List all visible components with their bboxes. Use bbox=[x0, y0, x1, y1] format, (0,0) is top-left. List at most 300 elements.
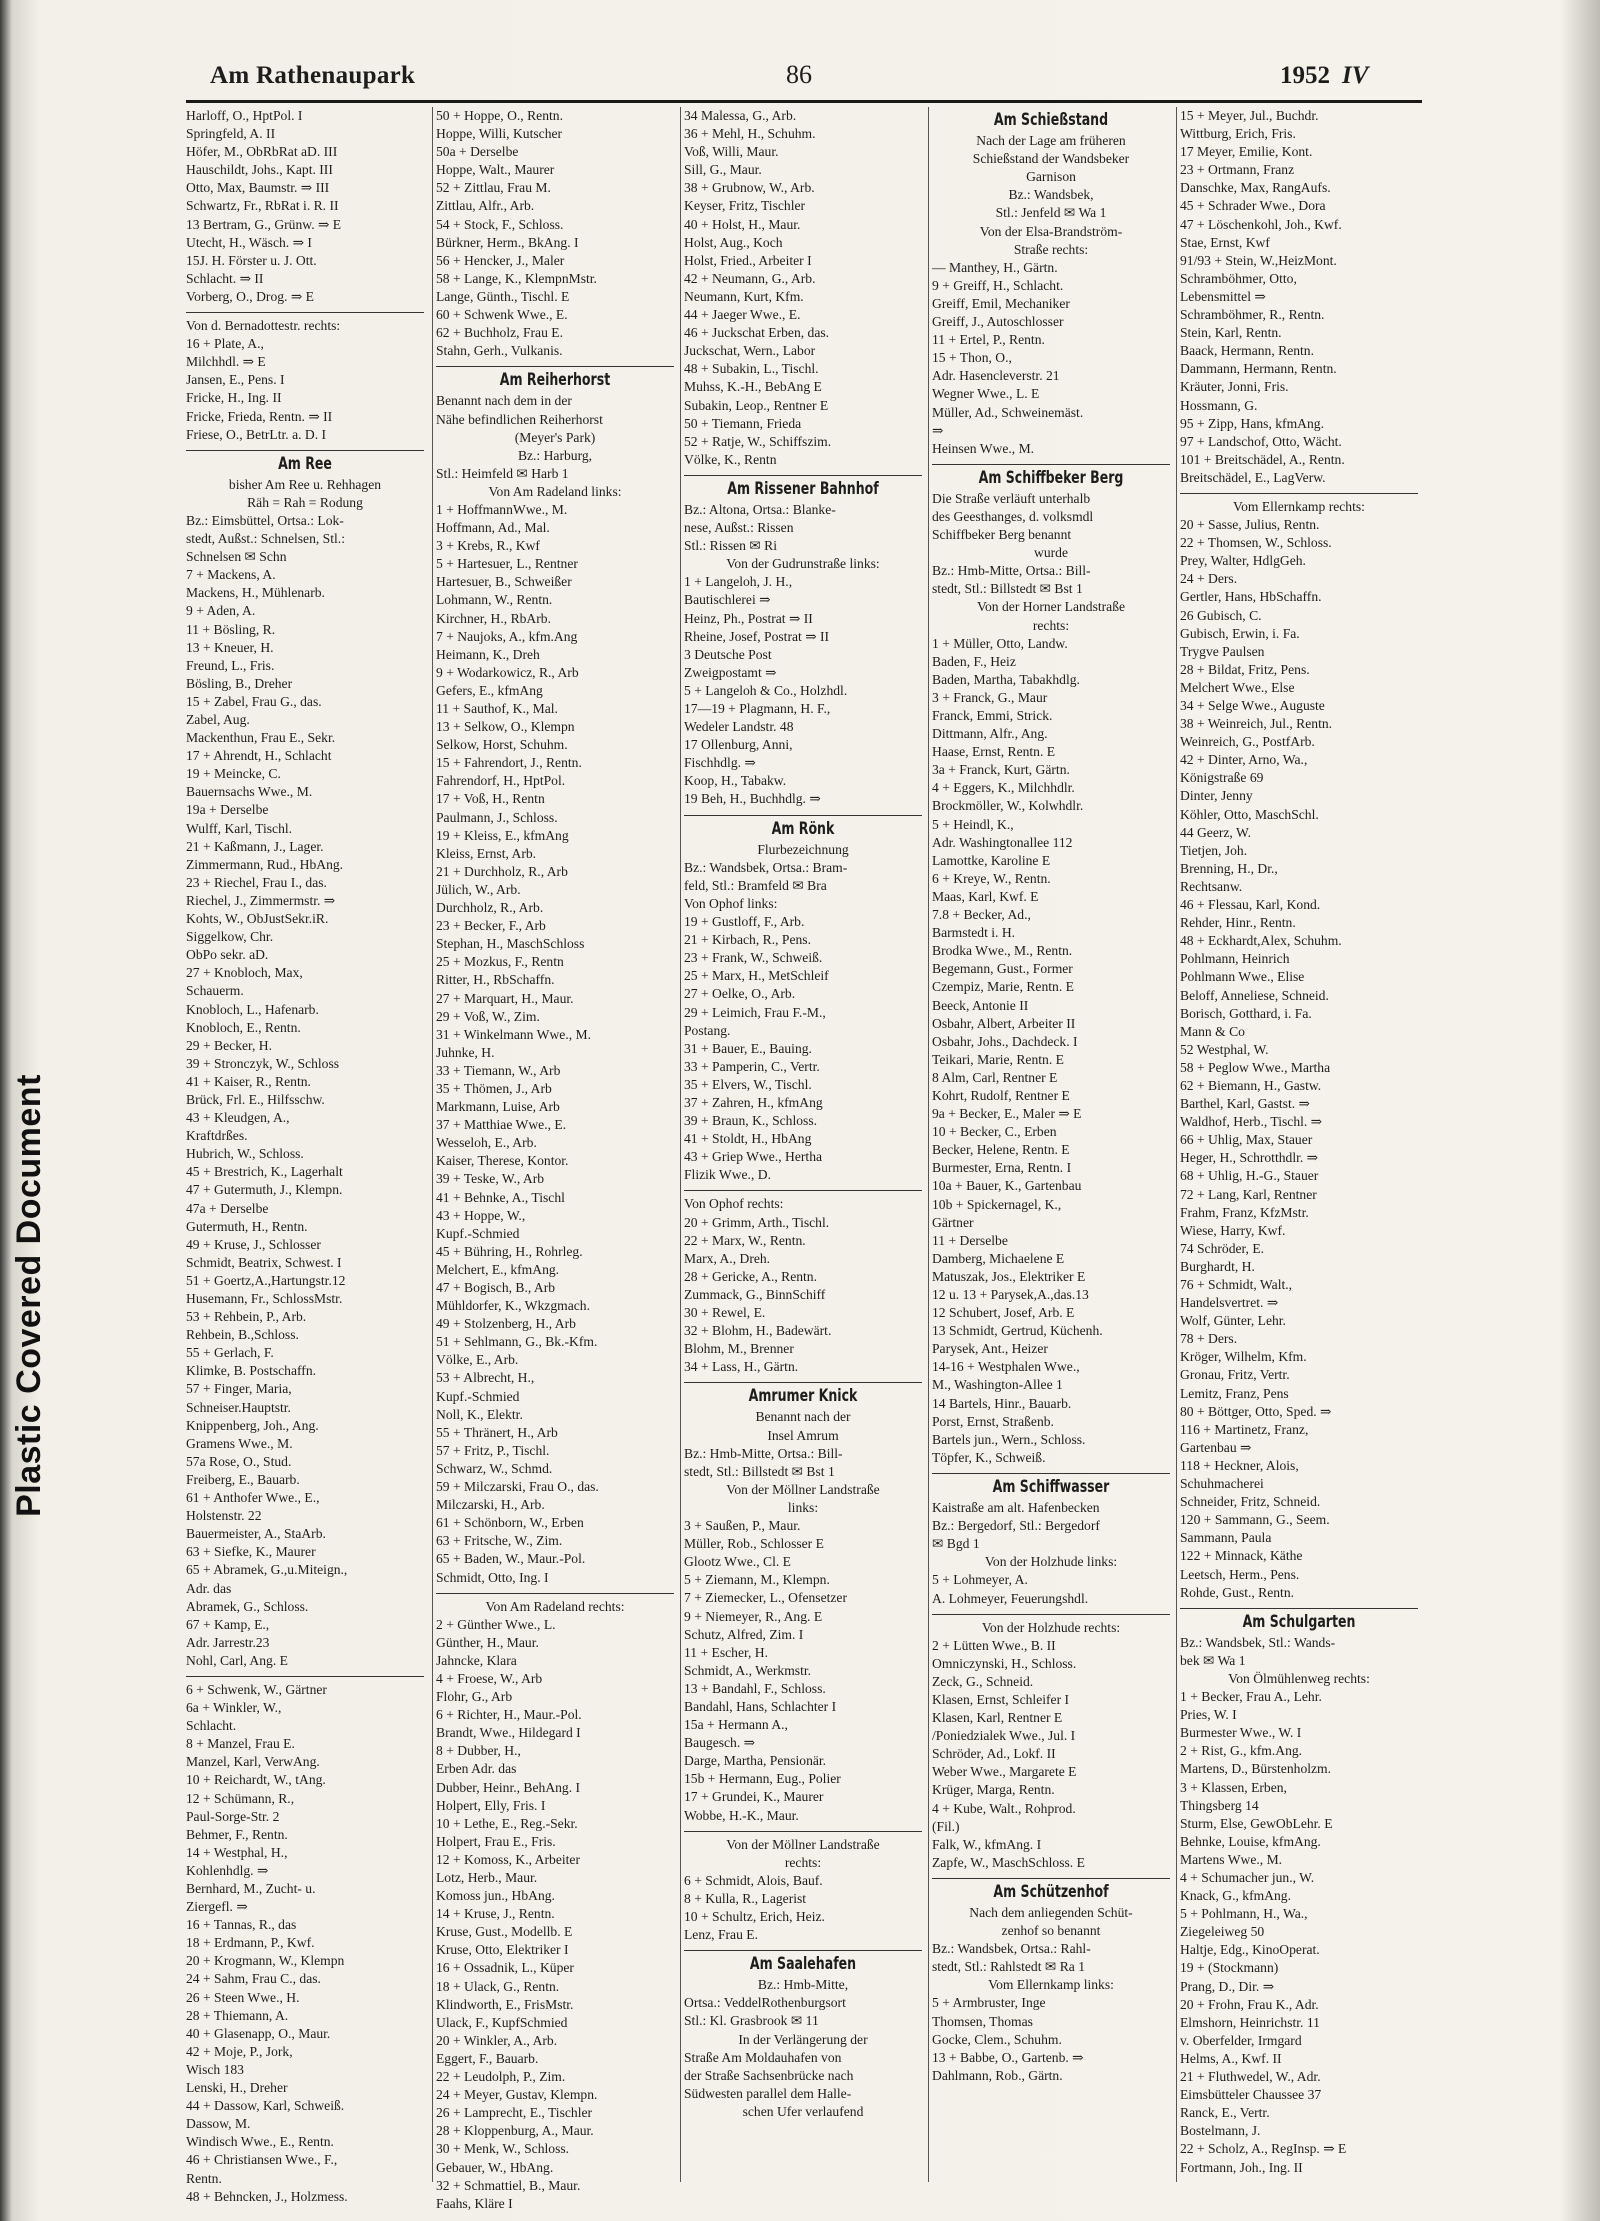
directory-line: Gebauer, W., HbAng. bbox=[436, 2159, 554, 2175]
directory-line: Osbahr, Albert, Arbeiter II bbox=[932, 1015, 1076, 1031]
directory-line: 15b + Hermann, Eug., Polier bbox=[684, 1771, 841, 1787]
column-divider bbox=[1176, 107, 1177, 2182]
directory-line: 5 + Heindl, K., bbox=[932, 816, 1014, 832]
directory-line: Markmann, Luise, Arb bbox=[436, 1099, 560, 1115]
directory-line: ObPo sekr. aD. bbox=[186, 947, 269, 963]
directory-line: 17—19 + Plagmann, H. F., bbox=[684, 701, 831, 716]
directory-line: Lange, Günth., Tischl. E bbox=[436, 288, 570, 304]
directory-line: Omniczynski, H., Schloss. bbox=[932, 1655, 1077, 1671]
section-rule bbox=[684, 1382, 922, 1383]
directory-line: 44 + Jaeger Wwe., E. bbox=[684, 307, 801, 323]
directory-line: 29 + Voß, W., Zim. bbox=[436, 1008, 540, 1024]
directory-line: Sill, G., Maur. bbox=[684, 162, 762, 178]
directory-line: (Meyer's Park) bbox=[514, 429, 596, 445]
directory-line: 26 Gubisch, C. bbox=[1180, 607, 1262, 623]
directory-line: Zweigpostamt ⇒ bbox=[684, 664, 777, 680]
directory-line: 39 + Braun, K., Schloss. bbox=[684, 1113, 818, 1129]
directory-line: Milchhdl. ⇒ E bbox=[186, 354, 266, 370]
directory-line: Barmstedt i. H. bbox=[932, 925, 1016, 941]
directory-line: Nach der Lage am früheren bbox=[976, 133, 1126, 149]
directory-line: Teikari, Marie, Rentn. E bbox=[932, 1051, 1064, 1067]
directory-line: Blohm, M., Brenner bbox=[684, 1341, 794, 1357]
directory-line: 19 Beh, H., Buchhdlg. ⇒ bbox=[684, 791, 821, 807]
directory-line: 46 + Flessau, Karl, Kond. bbox=[1180, 897, 1321, 913]
directory-line: Zummack, G., BinnSchiff bbox=[684, 1286, 826, 1302]
directory-line: — Manthey, H., Gärtn. bbox=[932, 259, 1058, 275]
directory-line: Schwartz, Fr., RbRat i. R. II bbox=[186, 198, 339, 214]
directory-line: 37 + Zahren, H., kfmAng bbox=[684, 1094, 823, 1110]
directory-line: Kaistraße am alt. Hafenbecken bbox=[932, 1500, 1100, 1516]
directory-line: Marx, A., Dreh. bbox=[684, 1250, 771, 1266]
directory-line: Freiberg, E., Bauarb. bbox=[186, 1471, 300, 1487]
directory-line: 45 + Brestrich, K., Lagerhalt bbox=[186, 1164, 343, 1180]
directory-line: Schwarz, W., Schmd. bbox=[436, 1460, 553, 1476]
directory-line: Waldhof, Herb., Tischl. ⇒ bbox=[1180, 1114, 1323, 1130]
directory-line: Völke, E., Arb. bbox=[436, 1352, 519, 1368]
directory-line: 53 + Albrecht, H., bbox=[436, 1370, 535, 1386]
directory-line: wurde bbox=[1034, 545, 1068, 561]
directory-line: 23 + Frank, W., Schweiß. bbox=[684, 950, 823, 966]
directory-line: Räh = Rah = Rodung bbox=[247, 494, 363, 510]
directory-line: Faahs, Kläre I bbox=[436, 2195, 513, 2211]
directory-line: Wolf, Günter, Lehr. bbox=[1180, 1313, 1286, 1329]
directory-line: 11 + Sauthof, K., Mal. bbox=[436, 701, 558, 716]
directory-line: 10 + Reichardt, W., tAng. bbox=[186, 1772, 326, 1788]
stamp-text: Plastic Covered Document bbox=[9, 1073, 48, 1517]
directory-line: Rehder, Hinr., Rentn. bbox=[1180, 915, 1296, 931]
directory-line: 25 + Marx, H., MetSchleif bbox=[684, 968, 829, 984]
directory-line: Hartesuer, B., Schweißer bbox=[436, 574, 572, 590]
directory-line: Hoppe, Walt., Maurer bbox=[436, 162, 555, 178]
directory-line: Kruse, Gust., Modellb. E bbox=[436, 1924, 573, 1940]
directory-line: Rheine, Josef, Postrat ⇒ II bbox=[684, 628, 830, 644]
directory-line: 1 + Becker, Frau A., Lehr. bbox=[1180, 1689, 1322, 1705]
directory-line: Becker, Helene, Rentn. E bbox=[932, 1142, 1070, 1158]
section-rule bbox=[932, 1878, 1170, 1879]
directory-line: Pries, W. I bbox=[1180, 1707, 1237, 1723]
directory-line: 6 + Richter, H., Maur.-Pol. bbox=[436, 1707, 582, 1723]
directory-line: Windisch Wwe., E., Rentn. bbox=[186, 2134, 334, 2150]
directory-line: 13 Bertram, G., Grünw. ⇒ E bbox=[186, 216, 342, 232]
directory-line: Heimann, K., Dreh bbox=[436, 646, 540, 662]
directory-line: Stl.: Heimfeld ✉ Harb 1 bbox=[436, 465, 569, 481]
directory-line: Zimmermann, Rud., HbAng. bbox=[186, 856, 344, 872]
directory-line: Matuszak, Jos., Elektriker E bbox=[932, 1268, 1086, 1284]
directory-line: Schießstand der Wandsbeker bbox=[972, 151, 1130, 167]
directory-line: 21 + Kaßmann, J., Lager. bbox=[186, 838, 324, 854]
directory-line: Greiff, J., Autoschlosser bbox=[932, 314, 1064, 330]
directory-line: 15a + Hermann A., bbox=[684, 1717, 788, 1733]
directory-line: 5 + Hartesuer, L., Rentner bbox=[436, 556, 578, 572]
directory-line: Stl.: Rissen ✉ Ri bbox=[684, 538, 777, 554]
directory-line: Ulack, F., KupfSchmied bbox=[436, 2014, 568, 2030]
directory-line: 26 + Lamprecht, E., Tischler bbox=[436, 2105, 593, 2121]
directory-line: A. Lohmeyer, Feuerungshdl. bbox=[932, 1590, 1089, 1606]
directory-line: 46 + Christiansen Wwe., F., bbox=[186, 2152, 338, 2168]
directory-line: Zeck, G., Schneid. bbox=[932, 1673, 1034, 1689]
directory-line: Vorberg, O., Drog. ⇒ E bbox=[186, 288, 314, 304]
directory-line: 28 + Gericke, A., Rentn. bbox=[684, 1268, 818, 1284]
directory-line: Mackens, H., Mühlenarb. bbox=[186, 585, 325, 601]
directory-line: 41 + Kaiser, R., Rentn. bbox=[186, 1073, 311, 1089]
section-rule bbox=[684, 1950, 922, 1951]
directory-line: 6 + Schwenk, W., Gärtner bbox=[186, 1681, 327, 1697]
directory-line: Dinter, Jenny bbox=[1180, 788, 1253, 804]
directory-line: Kaiser, Therese, Kontor. bbox=[436, 1153, 569, 1169]
section-rule bbox=[1180, 493, 1418, 494]
directory-line: 13 + Babbe, O., Gartenb. ⇒ bbox=[932, 2049, 1084, 2065]
directory-line: Kupf.-Schmied bbox=[436, 1225, 520, 1241]
directory-line: 16 + Ossadnik, L., Küper bbox=[436, 1960, 574, 1976]
directory-line: Bz.: Hmb-Mitte, bbox=[757, 1977, 849, 1993]
directory-line: Flurbezeichnung bbox=[757, 841, 849, 857]
directory-line: Schröder, Ad., Lokf. II bbox=[932, 1746, 1056, 1762]
directory-line: Gocke, Clem., Schuhm. bbox=[932, 2031, 1062, 2047]
directory-line: Bartels jun., Wern., Schloss. bbox=[932, 1431, 1086, 1447]
directory-line: Hauschildt, Johs., Kapt. III bbox=[186, 162, 333, 178]
directory-line: 14-16 + Westphalen Wwe., bbox=[932, 1359, 1080, 1375]
street-heading: Am Saalehafen bbox=[749, 1954, 857, 1975]
directory-line: 13 + Kneuer, H. bbox=[186, 639, 274, 655]
directory-line: 20 + Winkler, A., Arb. bbox=[436, 2032, 558, 2048]
directory-line: 66 + Uhlig, Max, Stauer bbox=[1180, 1132, 1313, 1148]
directory-line: Von Am Radeland links: bbox=[488, 483, 622, 499]
directory-line: Wobbe, H.-K., Maur. bbox=[684, 1807, 799, 1823]
directory-line: Martens, D., Bürstenholzm. bbox=[1180, 1761, 1332, 1777]
edition-year bbox=[1280, 62, 1368, 90]
directory-line: 42 + Neumann, G., Arb. bbox=[684, 270, 816, 286]
directory-line: 2 + Lütten Wwe., B. II bbox=[932, 1637, 1056, 1653]
directory-line: 15 + Fahrendort, J., Rentn. bbox=[436, 755, 582, 771]
directory-line: 26 + Steen Wwe., H. bbox=[186, 1989, 300, 2005]
street-heading: Am Schießstand bbox=[993, 110, 1109, 130]
directory-line: Sturm, Else, GewObLehr. E bbox=[1180, 1815, 1333, 1831]
directory-line: Von der Elsa-Brandström- bbox=[979, 223, 1123, 239]
directory-line: Stl.: Jenfeld ✉ Wa 1 bbox=[995, 205, 1107, 221]
volume: IV bbox=[1342, 62, 1369, 89]
directory-line: Gertler, Hans, HbSchaffn. bbox=[1180, 589, 1322, 605]
directory-line: Durchholz, R., Arb. bbox=[436, 900, 544, 916]
directory-line: Paulmann, J., Schloss. bbox=[436, 809, 558, 825]
directory-line: Jahncke, Klara bbox=[436, 1652, 517, 1668]
directory-line: 27 + Knobloch, Max, bbox=[186, 965, 303, 981]
directory-line: Postang. bbox=[684, 1022, 731, 1038]
directory-line: 44 + Dassow, Karl, Schweiß. bbox=[186, 2098, 345, 2114]
directory-line: Parysek, Ant., Heizer bbox=[932, 1341, 1048, 1357]
directory-line: Müller, Rob., Schlosser E bbox=[684, 1536, 824, 1552]
year: 1952 bbox=[1280, 62, 1330, 89]
directory-line: Melchert, E., kfmAng. bbox=[436, 1261, 560, 1277]
directory-line: Komoss jun., HbAng. bbox=[436, 1888, 555, 1904]
directory-line: Holst, Fried., Arbeiter I bbox=[684, 252, 812, 268]
section-rule bbox=[932, 1473, 1170, 1474]
directory-line: 38 + Weinreich, Jul., Rentn. bbox=[1180, 716, 1333, 732]
directory-line: 15 + Meyer, Jul., Buchdr. bbox=[1180, 108, 1319, 123]
directory-line: Von d. Bernadottestr. rechts: bbox=[186, 318, 341, 334]
directory-line: 91/93 + Stein, W.,HeizMont. bbox=[1180, 252, 1337, 268]
directory-line: Schutz, Alfred, Zim. I bbox=[684, 1626, 804, 1642]
directory-line: 37 + Matthiae Wwe., E. bbox=[436, 1117, 567, 1133]
directory-line: Stephan, H., MaschSchloss bbox=[436, 936, 585, 952]
directory-line: Osbahr, Johs., Dachdeck. I bbox=[932, 1033, 1078, 1049]
directory-line: Baugesch. ⇒ bbox=[684, 1735, 756, 1751]
directory-line: 8 + Manzel, Frau E. bbox=[186, 1736, 295, 1752]
directory-line: 12 + Komoss, K., Arbeiter bbox=[436, 1851, 580, 1867]
directory-line: 16 + Plate, A., bbox=[186, 336, 264, 352]
directory-line: 20 + Sasse, Julius, Rentn. bbox=[1180, 517, 1320, 533]
directory-line: 32 + Blohm, H., Badewärt. bbox=[684, 1323, 832, 1339]
directory-line: Burmester Wwe., W. I bbox=[1180, 1725, 1302, 1741]
directory-line: Maas, Karl, Kwf. E bbox=[932, 888, 1039, 904]
directory-line: Bz.: Hmb-Mitte, Ortsa.: Bill- bbox=[684, 1445, 843, 1461]
directory-line: 8 + Kulla, R., Lagerist bbox=[684, 1890, 807, 1906]
street-heading: Am Schiffbeker Berg bbox=[978, 467, 1124, 488]
directory-line: (Fil.) bbox=[932, 1818, 960, 1834]
directory-line: 4 + Eggers, K., Milchhdlr. bbox=[932, 780, 1075, 796]
directory-line: 11 + Ertel, P., Rentn. bbox=[932, 332, 1045, 348]
column-divider bbox=[928, 107, 929, 2182]
directory-line: Zapfe, W., MaschSchloss. E bbox=[932, 1854, 1085, 1870]
directory-line: 76 + Schmidt, Walt., bbox=[1180, 1277, 1293, 1292]
directory-line: Knobloch, L., Hafenarb. bbox=[186, 1001, 319, 1017]
directory-line: 22 + Scholz, A., RegInsp. ⇒ E bbox=[1180, 2141, 1347, 2157]
directory-line: Schramböhmer, R., Rentn. bbox=[1180, 307, 1325, 323]
directory-line: Hossmann, G. bbox=[1180, 397, 1258, 413]
directory-line: 9a + Becker, E., Maler ⇒ E bbox=[932, 1106, 1082, 1122]
directory-line: 9 + Wodarkowicz, R., Arb bbox=[436, 664, 579, 680]
directory-line: 19 + Kleiss, E., kfmAng bbox=[436, 827, 569, 843]
directory-line: Kraftdrßes. bbox=[186, 1128, 248, 1144]
directory-line: 57 + Fritz, P., Tischl. bbox=[436, 1442, 550, 1458]
directory-line: Holstenstr. 22 bbox=[186, 1508, 262, 1524]
directory-line: 1 + Langeloh, J. H., bbox=[684, 574, 793, 590]
directory-line: Dittmann, Alfr., Ang. bbox=[932, 726, 1048, 742]
column-4 bbox=[932, 107, 1170, 2187]
directory-line: 11 + Derselbe bbox=[932, 1232, 1008, 1248]
directory-line: Südwesten parallel dem Halle- bbox=[684, 2085, 852, 2101]
section-rule bbox=[684, 1831, 922, 1832]
directory-line: Bauermeister, A., StaArb. bbox=[186, 1526, 326, 1542]
directory-line: 34 + Lass, H., Gärtn. bbox=[684, 1359, 799, 1375]
directory-line: Ritter, H., RbSchaffn. bbox=[436, 972, 555, 988]
directory-line: Pohlmann Wwe., Elise bbox=[1180, 969, 1305, 985]
directory-line: 45 + Schrader Wwe., Dora bbox=[1180, 198, 1326, 214]
directory-line: Harloff, O., HptPol. I bbox=[186, 108, 303, 123]
directory-line: Bandahl, Hans, Schlachter I bbox=[684, 1698, 837, 1714]
directory-line: 19 + (Stockmann) bbox=[1180, 1960, 1279, 1976]
directory-line: Rehbein, B.,Schloss. bbox=[186, 1327, 299, 1343]
page-number: 86 bbox=[786, 60, 812, 89]
directory-line: Bz.: Wandsbek, bbox=[1008, 187, 1094, 203]
directory-line: 18 + Erdmann, P., Kwf. bbox=[186, 1935, 315, 1951]
directory-line: 49 + Stolzenberg, H., Arb bbox=[436, 1316, 576, 1332]
directory-line: In der Verlängerung der bbox=[738, 2031, 868, 2047]
directory-line: 95 + Zipp, Hans, kfmAng. bbox=[1180, 415, 1324, 431]
section-rule bbox=[186, 1676, 424, 1677]
directory-line: Bz.: Harburg, bbox=[517, 447, 593, 463]
directory-line: Schmidt, A., Werkmstr. bbox=[684, 1662, 812, 1678]
directory-line: Weber Wwe., Margarete E bbox=[932, 1764, 1077, 1780]
directory-line: /Poniedzialek Wwe., Jul. I bbox=[932, 1728, 1076, 1744]
directory-line: Ziegeleiweg 50 bbox=[1180, 1924, 1265, 1940]
directory-line: Adr. Washingtonallee 112 bbox=[932, 834, 1073, 850]
directory-line: Günther, H., Maur. bbox=[436, 1634, 539, 1650]
directory-line: 72 + Lang, Karl, Rentner bbox=[1180, 1186, 1317, 1202]
directory-line: 5 + Lohmeyer, A. bbox=[932, 1572, 1028, 1588]
directory-line: Klasen, Karl, Rentner E bbox=[932, 1710, 1063, 1726]
directory-line: 53 + Rehbein, P., Arb. bbox=[186, 1309, 307, 1325]
directory-line: Gubisch, Erwin, i. Fa. bbox=[1180, 625, 1300, 641]
directory-line: Flohr, G., Arb bbox=[436, 1689, 513, 1705]
directory-line: Beloff, Anneliese, Schneid. bbox=[1180, 987, 1329, 1003]
directory-line: Leetsch, Herm., Pens. bbox=[1180, 1566, 1300, 1582]
directory-line: Ortsa.: VeddelRothenburgsort bbox=[684, 1995, 846, 2011]
directory-line: Bauernsachs Wwe., M. bbox=[186, 784, 313, 800]
directory-line: Von der Möllner Landstraße bbox=[726, 1836, 880, 1852]
column-2 bbox=[436, 107, 674, 2211]
directory-line: 13 + Selkow, O., Klempn bbox=[436, 719, 575, 735]
directory-line: 8 Alm, Carl, Rentner E bbox=[932, 1069, 1058, 1085]
directory-line: feld, Stl.: Bramfeld ✉ Bra bbox=[684, 877, 827, 893]
directory-page bbox=[186, 52, 1422, 2211]
column-1 bbox=[186, 107, 424, 2204]
directory-line: Jansen, E., Pens. I bbox=[186, 372, 285, 388]
directory-line: 56 + Hencker, J., Maler bbox=[436, 252, 565, 268]
section-rule bbox=[932, 464, 1170, 465]
directory-line: 11 + Escher, H. bbox=[684, 1644, 769, 1660]
directory-line: 3 + Krebs, R., Kwf bbox=[436, 538, 540, 554]
directory-line: 18 + Ulack, G., Rentn. bbox=[436, 1978, 560, 1994]
directory-line: schen Ufer verlaufend bbox=[742, 2103, 864, 2119]
directory-line: 68 + Uhlig, H.-G., Stauer bbox=[1180, 1168, 1319, 1184]
directory-line: Eggert, F., Bauarb. bbox=[436, 2050, 539, 2066]
directory-line: Manzel, Karl, VerwAng. bbox=[186, 1754, 320, 1770]
directory-line: 5 + Ziemann, M., Klempn. bbox=[684, 1572, 830, 1588]
directory-line: Klimke, B. Postschaffn. bbox=[186, 1363, 317, 1379]
directory-line: Knippenberg, Joh., Ang. bbox=[186, 1417, 319, 1433]
directory-line: rechts: bbox=[1032, 617, 1070, 633]
directory-line: Adr. Jarrestr.23 bbox=[186, 1634, 270, 1650]
directory-line: 57a Rose, O., Stud. bbox=[186, 1453, 292, 1469]
directory-line: 7 + Mackens, A. bbox=[186, 567, 276, 583]
directory-line: 29 + Leimich, Frau F.-M., bbox=[684, 1004, 826, 1020]
directory-line: Holst, Aug., Koch bbox=[684, 234, 783, 250]
directory-line: Erben Adr. das bbox=[436, 1761, 517, 1777]
directory-line: Dahlmann, Rob., Gärtn. bbox=[932, 2067, 1063, 2083]
directory-line: Bz.: Eimsbüttel, Ortsa.: Lok- bbox=[186, 512, 344, 528]
directory-line: Utecht, H., Wäsch. ⇒ I bbox=[186, 234, 312, 250]
directory-line: Czempiz, Marie, Rentn. E bbox=[932, 979, 1074, 995]
directory-line: Keyser, Fritz, Tischler bbox=[684, 198, 806, 214]
directory-line: 6a + Winkler, W., bbox=[186, 1700, 282, 1716]
directory-line: Kupf.-Schmied bbox=[436, 1388, 520, 1404]
directory-line: 25 + Mozkus, F., Rentn bbox=[436, 954, 564, 970]
directory-line: Thingsberg 14 bbox=[1180, 1797, 1259, 1813]
directory-line: Garnison bbox=[1026, 169, 1076, 185]
street-heading: Am Ree bbox=[278, 453, 332, 474]
directory-line: Riechel, J., Zimmermstr. ⇒ bbox=[186, 892, 336, 908]
directory-line: 28 + Kloppenburg, A., Maur. bbox=[436, 2123, 594, 2139]
directory-line: Schauerm. bbox=[186, 983, 244, 999]
directory-line: Brück, Frl. E., Hilfsschw. bbox=[186, 1091, 325, 1107]
directory-line: Baden, Martha, Tabakhdlg. bbox=[932, 671, 1080, 687]
directory-line: 41 + Stoldt, H., HbAng bbox=[684, 1131, 812, 1147]
directory-line: 47a + Derselbe bbox=[186, 1200, 269, 1216]
directory-line: Straße Am Moldauhafen von bbox=[684, 2049, 842, 2065]
directory-line: 8 + Dubber, H., bbox=[436, 1743, 521, 1759]
directory-line: Wegner Wwe., L. E bbox=[932, 386, 1040, 402]
section-rule bbox=[684, 815, 922, 816]
directory-line: Bösling, B., Dreher bbox=[186, 675, 293, 691]
directory-line: 13 Schmidt, Gertrud, Küchenh. bbox=[932, 1323, 1103, 1339]
directory-line: Koop, H., Tabakw. bbox=[684, 773, 787, 789]
directory-line: 62 + Biemann, H., Gastw. bbox=[1180, 1077, 1322, 1093]
column-5 bbox=[1180, 107, 1418, 2187]
directory-line: 14 Bartels, Hinr., Bauarb. bbox=[932, 1395, 1072, 1411]
directory-line: Rohde, Gust., Rentn. bbox=[1180, 1584, 1295, 1600]
directory-line: 17 + Ahrendt, H., Schlacht bbox=[186, 748, 332, 764]
directory-line: Gutermuth, H., Rentn. bbox=[186, 1218, 308, 1234]
directory-columns bbox=[186, 103, 1422, 2211]
directory-line: Eimsbütteler Chaussee 37 bbox=[1180, 2087, 1322, 2103]
directory-line: Falk, W., kfmAng. I bbox=[932, 1836, 1042, 1852]
directory-line: 15J. H. Förster u. J. Ott. bbox=[186, 252, 317, 268]
directory-line: 42 + Dinter, Arno, Wa., bbox=[1180, 752, 1308, 768]
directory-line: nese, Außst.: Rissen bbox=[684, 520, 794, 536]
directory-line: Adr. Hasencleverstr. 21 bbox=[932, 368, 1060, 384]
directory-line: stedt, Außst.: Schnelsen, Stl.: bbox=[186, 531, 345, 547]
directory-line: Lamottke, Karoline E bbox=[932, 852, 1051, 868]
directory-line: 10a + Bauer, K., Gartenbau bbox=[932, 1178, 1082, 1194]
directory-line: 31 + Winkelmann Wwe., M. bbox=[436, 1026, 591, 1042]
directory-line: Frahm, Franz, KfzMstr. bbox=[1180, 1204, 1309, 1220]
directory-line: 12 + Schümann, R., bbox=[186, 1790, 295, 1806]
directory-line: Fahrendorf, H., HptPol. bbox=[436, 773, 566, 789]
directory-line: Knobloch, E., Rentn. bbox=[186, 1019, 301, 1035]
directory-line: Elmshorn, Heinrichstr. 11 bbox=[1180, 2014, 1320, 2030]
directory-line: Kohts, W., ObJustSekr.iR. bbox=[186, 911, 329, 927]
directory-line: Muhss, K.-H., BebAng E bbox=[684, 379, 822, 395]
directory-line: Flizik Wwe., D. bbox=[684, 1167, 771, 1183]
directory-line: Trygve Paulsen bbox=[1180, 643, 1265, 659]
directory-line: 19 + Gustloff, F., Arb. bbox=[684, 914, 805, 930]
directory-line: Schramböhmer, Otto, bbox=[1180, 270, 1297, 286]
directory-line: 118 + Heckner, Alois, bbox=[1180, 1457, 1299, 1473]
directory-line: 1 + HoffmannWwe., M. bbox=[436, 501, 568, 517]
directory-line: Dammann, Hermann, Rentn. bbox=[1180, 361, 1337, 377]
directory-line: Lenski, H., Dreher bbox=[186, 2080, 288, 2096]
directory-line: bek ✉ Wa 1 bbox=[1180, 1652, 1246, 1668]
directory-line: Fricke, H., Ing. II bbox=[186, 390, 282, 406]
directory-line: 22 + Leudolph, P., Zim. bbox=[436, 2069, 566, 2085]
directory-line: Breitschädel, E., LagVerw. bbox=[1180, 469, 1326, 485]
directory-line: 42 + Moje, P., Jork, bbox=[186, 2043, 293, 2059]
street-heading: Amrumer Knick bbox=[748, 1386, 858, 1407]
directory-line: 74 Schröder, E. bbox=[1180, 1240, 1265, 1256]
directory-line: Fischhdlg. ⇒ bbox=[684, 755, 756, 771]
directory-line: der Straße Sachsenbrücke nach bbox=[684, 2067, 854, 2083]
directory-line: 54 + Stock, F., Schloss. bbox=[436, 216, 564, 232]
directory-line: 24 + Sahm, Frau C., das. bbox=[186, 1971, 321, 1987]
directory-line: 60 + Schwenk Wwe., E. bbox=[436, 307, 568, 323]
directory-line: Lenz, Frau E. bbox=[684, 1927, 758, 1943]
directory-line: Völke, K., Rentn bbox=[684, 451, 777, 467]
directory-line: stedt, Stl.: Billstedt ✉ Bst 1 bbox=[684, 1463, 835, 1479]
directory-line: Benannt nach dem in der bbox=[436, 393, 572, 409]
column-divider bbox=[680, 107, 681, 2182]
directory-line: Schneider, Fritz, Schneid. bbox=[1180, 1494, 1321, 1510]
directory-line: 61 + Anthofer Wwe., E., bbox=[186, 1490, 320, 1506]
